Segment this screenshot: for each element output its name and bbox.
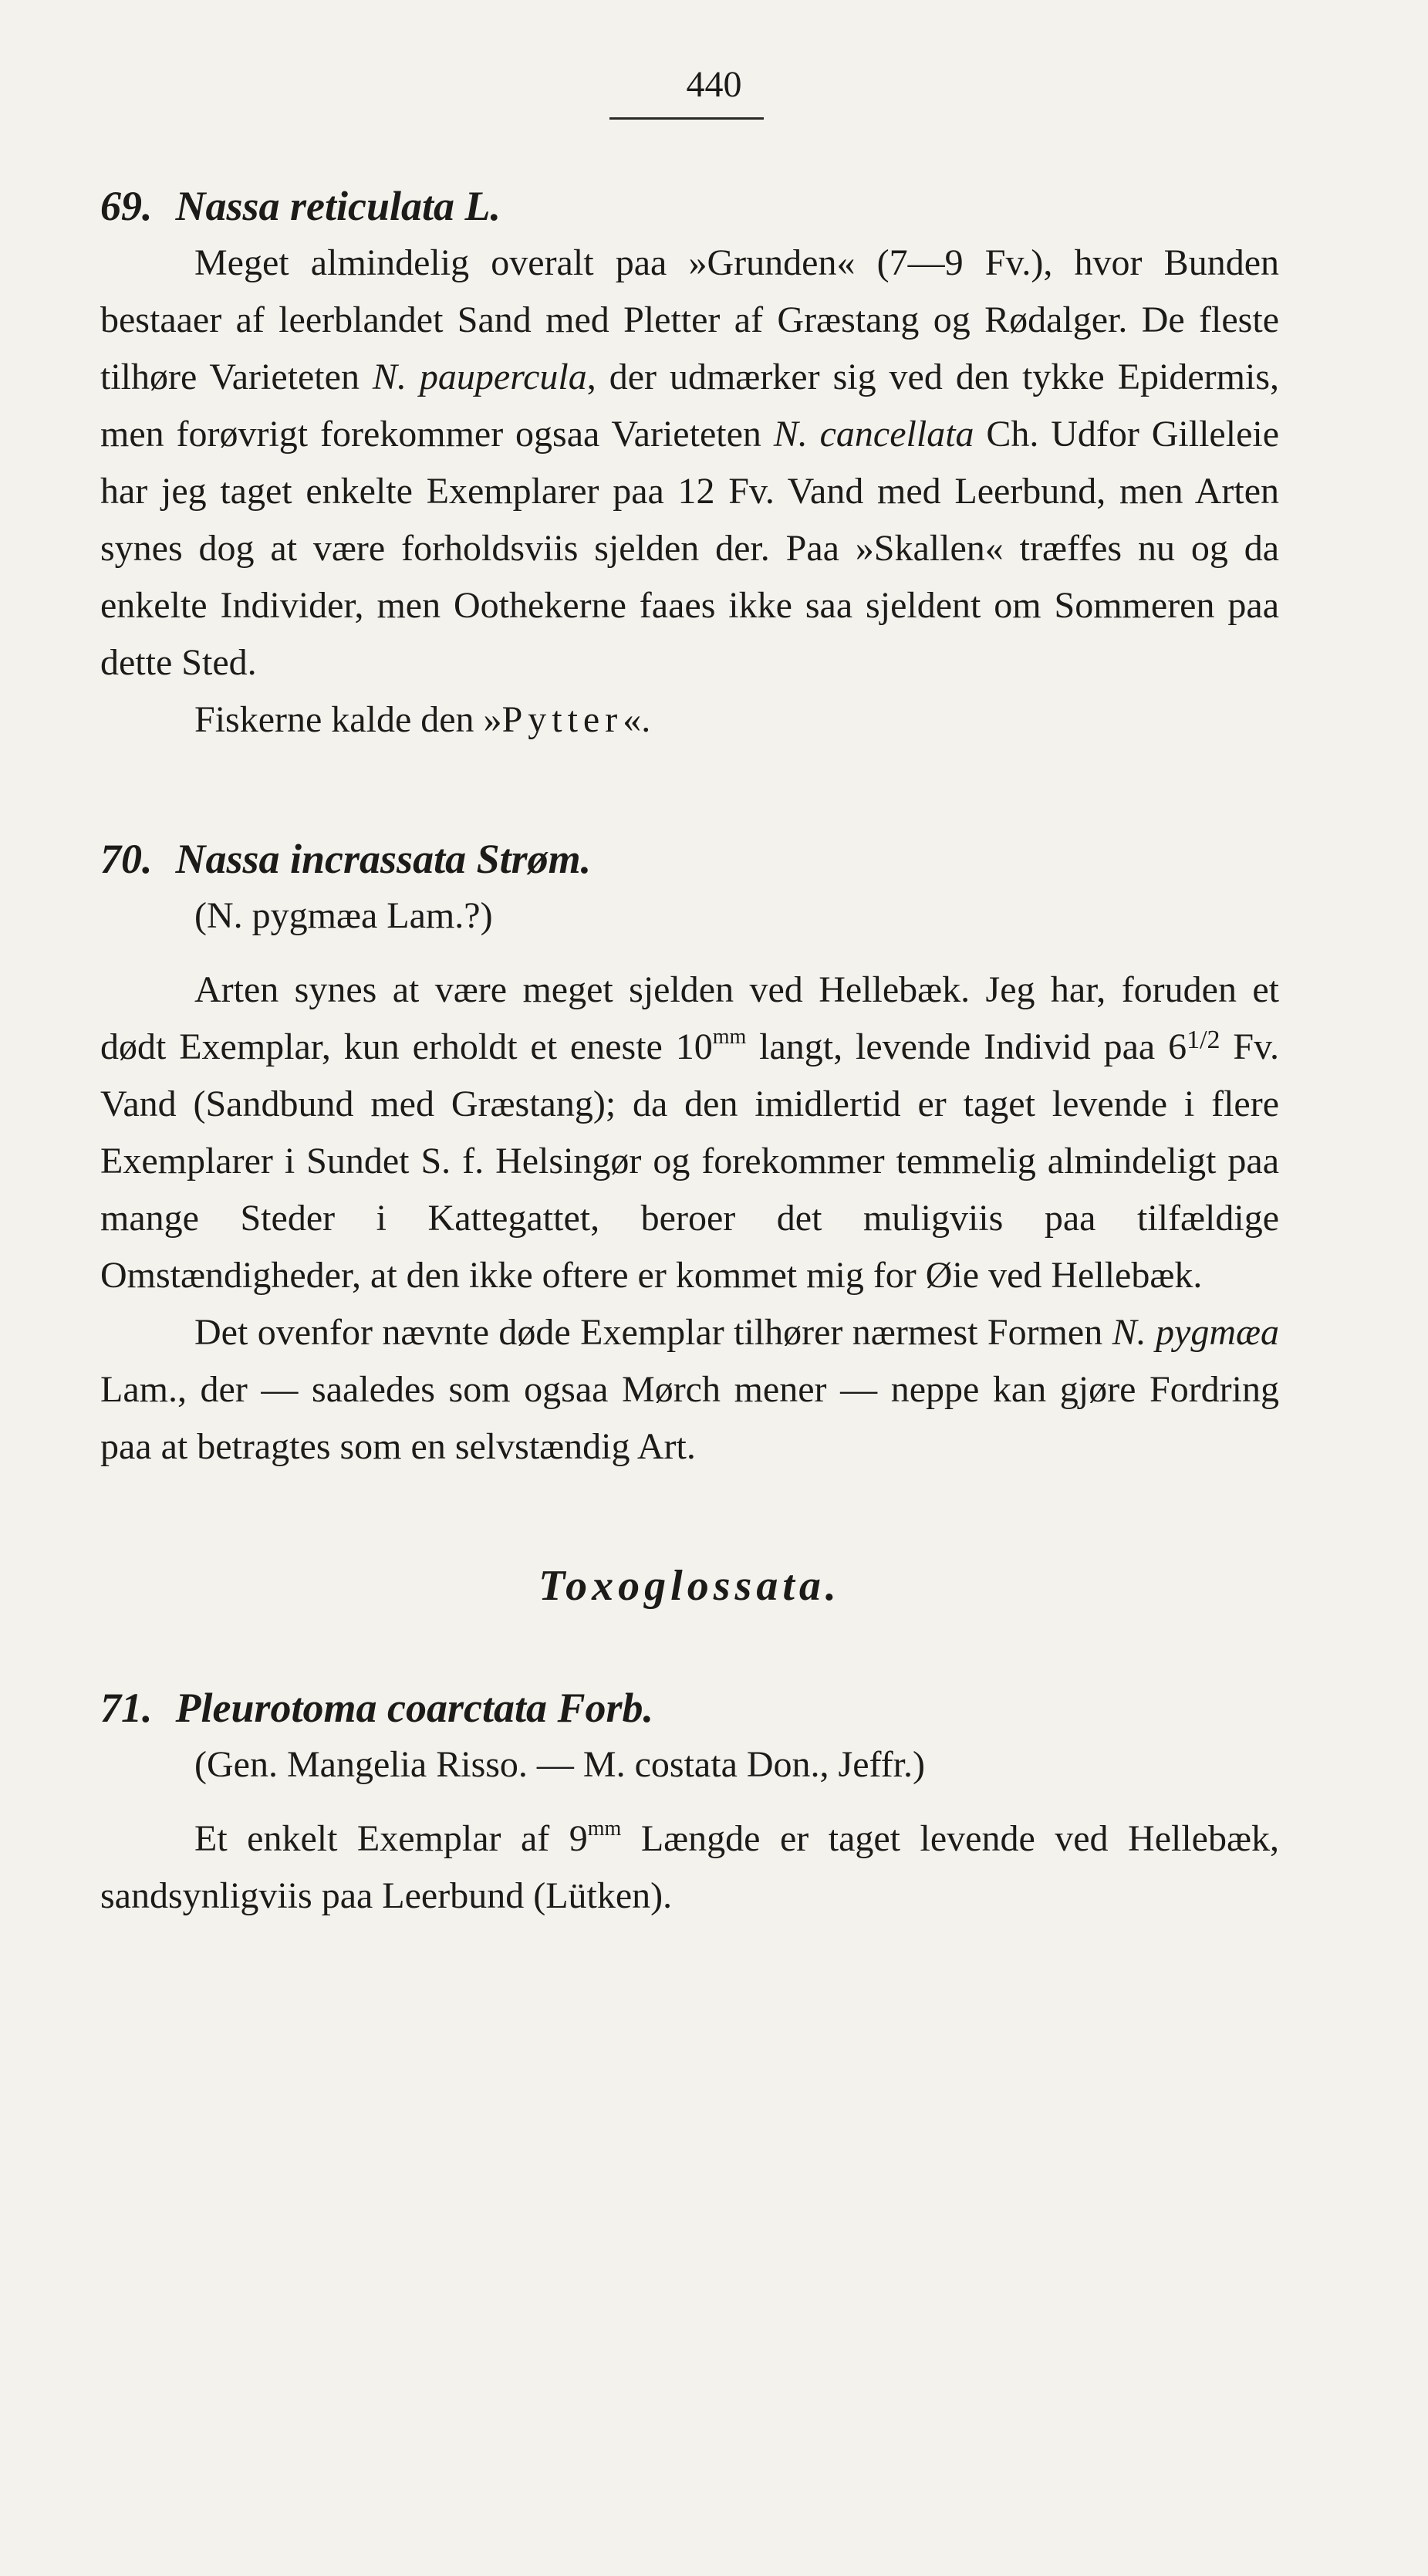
text-run: Fv. Vand (Sandbund med Græstang); da den imidlertid er taget levende i flere Exemplarer i Sundet S. f. Helsingør og forekommer temmelig almindeligt paa mange Steder i Kattegattet, beroer det muligviis paa tilfældige Omstændigheder, at den ikke oftere er kommet mig for Øie ved Hellebæk. — [100, 1026, 1280, 1296]
text-run: Det ovenfor nævnte døde Exemplar tilhører nærmest Formen — [194, 1312, 1112, 1353]
species-title: Pleurotoma coarctata Forb. — [175, 1685, 653, 1731]
text-run: Et enkelt Exemplar af 9 — [194, 1818, 588, 1859]
text-run: Fiskerne kalde den » — [194, 699, 502, 740]
paragraph — [100, 235, 1279, 691]
paragraph — [100, 691, 1279, 749]
taxon-name: N. paupercula — [372, 357, 587, 397]
text-run: Arten synes at være meget sjelden ved Hellebæk. Jeg har, foruden et dødt Exemplar, kun erholdt et eneste 10 — [100, 969, 1279, 1067]
paragraph — [100, 962, 1279, 1304]
species-number: 70. — [100, 836, 153, 882]
species-title: Nassa reticulata L. — [175, 183, 501, 229]
unit-superscript: mm — [587, 1817, 622, 1841]
unit-superscript: mm — [712, 1025, 747, 1049]
text-run: langt, levende Individ paa 6 — [746, 1026, 1187, 1067]
page-number: 440 — [686, 64, 742, 105]
section-title: Toxoglossata. — [538, 1562, 841, 1610]
paragraph — [100, 1810, 1279, 1925]
page-number-rule — [609, 117, 764, 120]
fraction: 1/2 — [1187, 1026, 1220, 1054]
species-heading-69 — [100, 177, 1279, 235]
species-number: 69. — [100, 183, 153, 229]
synonym: (Gen. Mangelia Risso. — M. costata Don., Jeffr.) — [194, 1744, 925, 1785]
text-run: Lam., der — saaledes som ogsaa Mørch mener — neppe kan gjøre Fordring paa at betragtes som en selvstændig Art. — [100, 1369, 1279, 1467]
synonym: (N. pygmæa Lam.?) — [194, 895, 493, 936]
species-title: Nassa incrassata Strøm. — [175, 836, 592, 882]
species-heading-71 — [100, 1679, 1279, 1736]
taxon-name: N. pygmæa — [1112, 1312, 1279, 1353]
text-run: Ch. Udfor Gilleleie har jeg taget enkelte Exemplarer paa 12 Fv. Vand med Leerbund, men Arten synes dog at være forholdsviis sjelden der. Paa »Skallen« træffes nu og da enkelte Individer, men Oothekerne faaes ikke saa sjeldent om Sommeren paa dette Sted. — [100, 414, 1280, 683]
taxon-name: N. cancellata — [773, 414, 974, 455]
paragraph — [100, 1304, 1279, 1476]
local-name: Pytter — [501, 699, 623, 740]
text-run: Længde er taget levende ved Hellebæk, sandsynligviis paa Leerbund (Lütken). — [100, 1818, 1280, 1916]
page-content — [100, 177, 1279, 1925]
text-run: Meget almindelig overalt paa »Grunden« (7—9 Fv.), hvor Bunden bestaaer af leerblandet Sand med Pletter af Græstang og Rødalger. De fleste tilhøre Varieteten — [100, 242, 1279, 397]
text-run: , der udmærker sig ved den tykke Epidermis, men forøvrigt forekommer ogsaa Varieteten — [100, 357, 1279, 455]
species-heading-70 — [100, 830, 1279, 887]
species-number: 71. — [100, 1685, 153, 1731]
text-run: «. — [623, 699, 651, 740]
